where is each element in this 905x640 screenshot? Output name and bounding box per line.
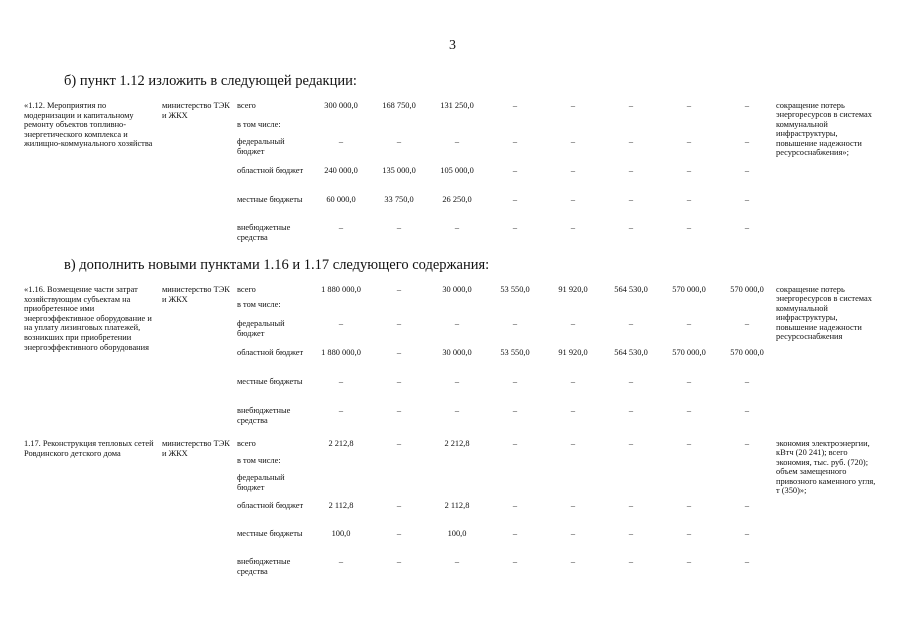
value-cell [602, 456, 660, 473]
item-result: сокращение потерь энергоресурсов в системах коммунальной инфраструктуры, повышение надежности ресурсоснабжения [776, 285, 872, 342]
value-cell: – [744, 195, 750, 204]
value-cell [486, 300, 544, 319]
funding-source: областной бюджет [237, 501, 304, 510]
value-cell: – [628, 557, 634, 566]
value-cell: 33 750,0 [384, 195, 414, 204]
value-cell: – [628, 319, 634, 328]
value-cell: – [744, 529, 750, 538]
value-cell: – [686, 166, 692, 175]
value-cell: – [512, 223, 518, 232]
value-cell: – [338, 557, 344, 566]
value-cell [718, 120, 776, 137]
value-cell: – [628, 223, 634, 232]
value-cell: – [628, 195, 634, 204]
funding-source: в том числе: [237, 456, 281, 465]
value-cell: – [512, 557, 518, 566]
value-cell: – [744, 439, 750, 448]
table-item-1-12 [24, 101, 884, 247]
value-cell: – [512, 319, 518, 328]
value-cell: – [512, 377, 518, 386]
value-cell: 300 000,0 [324, 101, 358, 110]
value-cell [718, 456, 776, 473]
value-cell: 91 920,0 [558, 348, 588, 357]
funding-source: областной бюджет [237, 166, 304, 175]
value-cell: – [628, 166, 634, 175]
value-cell: 91 920,0 [558, 285, 588, 294]
value-cell: – [628, 137, 634, 146]
funding-source: всего [237, 439, 256, 448]
value-cell [370, 473, 428, 501]
value-cell: – [396, 223, 402, 232]
value-cell: 2 212,8 [444, 439, 470, 448]
value-cell: 30 000,0 [442, 348, 472, 357]
funding-source: внебюджетные средства [237, 557, 291, 576]
value-cell: – [396, 439, 402, 448]
value-cell: 30 000,0 [442, 285, 472, 294]
value-cell: 570 000,0 [730, 285, 764, 294]
value-cell [486, 120, 544, 137]
value-cell: 2 112,8 [328, 501, 354, 510]
value-cell: – [396, 319, 402, 328]
value-cell: – [396, 406, 402, 415]
value-cell: – [512, 406, 518, 415]
value-cell: 570 000,0 [672, 285, 706, 294]
value-cell: – [396, 137, 402, 146]
value-cell: 100,0 [331, 529, 351, 538]
value-cell: – [570, 377, 576, 386]
value-cell: – [338, 319, 344, 328]
value-cell: – [338, 377, 344, 386]
value-cell [428, 473, 486, 501]
value-cell [718, 473, 776, 501]
value-cell: – [570, 501, 576, 510]
funding-source: всего [237, 101, 256, 110]
value-cell: – [570, 439, 576, 448]
value-cell: – [686, 529, 692, 538]
value-cell: 570 000,0 [672, 348, 706, 357]
value-cell [544, 300, 602, 319]
value-cell: – [686, 223, 692, 232]
value-cell [602, 120, 660, 137]
value-cell: – [512, 501, 518, 510]
value-cell: – [686, 501, 692, 510]
value-cell [660, 120, 718, 137]
value-cell: – [570, 223, 576, 232]
value-cell: – [512, 195, 518, 204]
value-cell [660, 456, 718, 473]
funding-source: федеральный бюджет [237, 319, 285, 338]
value-cell: – [512, 101, 518, 110]
value-cell: – [744, 223, 750, 232]
value-cell: 2 212,8 [328, 439, 354, 448]
value-cell: – [338, 223, 344, 232]
value-cell: – [628, 439, 634, 448]
value-cell [486, 456, 544, 473]
value-cell: – [454, 557, 460, 566]
funding-source: в том числе: [237, 300, 281, 309]
value-cell: – [570, 406, 576, 415]
value-cell [428, 456, 486, 473]
value-cell: – [570, 319, 576, 328]
value-cell: – [512, 166, 518, 175]
value-cell: 100,0 [447, 529, 467, 538]
item-description: «1.16. Возмещение части затрат хозяйствующим субъектам на приобретенное ими энергоэффективное оборудование и на уплату лизинговых платежей, возникших при приобретении энергоэффективного оборудования [24, 285, 152, 352]
value-cell [428, 120, 486, 137]
value-cell: – [396, 529, 402, 538]
funding-source: местные бюджеты [237, 195, 303, 204]
heading-v: в) дополнить новыми пунктами 1.16 и 1.17 следующего содержания: [64, 257, 490, 273]
value-cell [312, 473, 370, 501]
value-cell: 60 000,0 [326, 195, 356, 204]
table-row [24, 285, 884, 300]
value-cell: – [570, 195, 576, 204]
value-cell: – [744, 557, 750, 566]
value-cell: 26 250,0 [442, 195, 472, 204]
value-cell: – [686, 195, 692, 204]
value-cell: – [454, 137, 460, 146]
value-cell [544, 473, 602, 501]
value-cell [370, 456, 428, 473]
value-cell: 135 000,0 [382, 166, 416, 175]
value-cell [312, 120, 370, 137]
value-cell: – [744, 501, 750, 510]
value-cell [428, 300, 486, 319]
value-cell: 168 750,0 [382, 101, 416, 110]
value-cell: – [570, 166, 576, 175]
value-cell: – [744, 166, 750, 175]
page-number: 3 [449, 38, 456, 53]
value-cell: – [570, 557, 576, 566]
value-cell: – [512, 439, 518, 448]
funding-source: местные бюджеты [237, 377, 303, 386]
value-cell: – [396, 501, 402, 510]
table-items-1-16-1-17 [24, 285, 884, 581]
value-cell: – [396, 348, 402, 357]
value-cell: – [686, 439, 692, 448]
value-cell: – [570, 137, 576, 146]
value-cell: – [744, 137, 750, 146]
value-cell [718, 300, 776, 319]
value-cell: 1 880 000,0 [321, 348, 361, 357]
item-description: «1.12. Мероприятия по модернизации и капитальному ремонту объектов топливно-энергетического комплекса и жилищно-коммунального хозяйства [24, 101, 153, 149]
value-cell: – [396, 377, 402, 386]
value-cell [370, 120, 428, 137]
heading-b: б) пункт 1.12 изложить в следующей редакции: [64, 73, 357, 89]
value-cell [660, 300, 718, 319]
value-cell: 1 880 000,0 [321, 285, 361, 294]
value-cell: – [512, 137, 518, 146]
funding-source: местные бюджеты [237, 529, 303, 538]
value-cell: – [628, 377, 634, 386]
value-cell [370, 300, 428, 319]
value-cell [660, 473, 718, 501]
value-cell: 564 530,0 [614, 348, 648, 357]
funding-source: областной бюджет [237, 348, 304, 357]
value-cell: – [686, 101, 692, 110]
value-cell: – [454, 406, 460, 415]
item-ministry: министерство ТЭК и ЖКХ [162, 285, 230, 304]
value-cell: – [454, 223, 460, 232]
value-cell: 564 530,0 [614, 285, 648, 294]
value-cell: – [570, 101, 576, 110]
value-cell [602, 300, 660, 319]
value-cell: – [744, 101, 750, 110]
value-cell [486, 473, 544, 501]
value-cell: – [686, 319, 692, 328]
value-cell: – [686, 377, 692, 386]
funding-source: всего [237, 285, 256, 294]
funding-source: в том числе: [237, 120, 281, 129]
table-row [24, 439, 884, 456]
value-cell: – [338, 137, 344, 146]
value-cell: – [744, 377, 750, 386]
value-cell: 240 000,0 [324, 166, 358, 175]
value-cell: – [686, 406, 692, 415]
funding-source: федеральный бюджет [237, 473, 285, 492]
value-cell: – [686, 557, 692, 566]
value-cell: – [512, 529, 518, 538]
value-cell: 53 550,0 [500, 348, 530, 357]
funding-source: внебюджетные средства [237, 406, 291, 425]
value-cell: 131 250,0 [440, 101, 474, 110]
value-cell: – [628, 529, 634, 538]
item-ministry: министерство ТЭК и ЖКХ [162, 439, 230, 458]
value-cell: 105 000,0 [440, 166, 474, 175]
value-cell: – [338, 406, 344, 415]
value-cell: – [570, 529, 576, 538]
value-cell: – [628, 101, 634, 110]
item-result: экономия электроэнергии, кВтч (20 241); всего экономия, тыс. руб. (720); объем замещенного привозного каменного угля, т (350)»; [776, 439, 876, 496]
value-cell: – [396, 557, 402, 566]
item-description: 1.17. Реконструкция тепловых сетей Ровдинского детского дома [24, 439, 154, 458]
value-cell: – [686, 137, 692, 146]
value-cell [312, 300, 370, 319]
value-cell: – [628, 406, 634, 415]
value-cell [544, 120, 602, 137]
value-cell: – [454, 377, 460, 386]
value-cell: 570 000,0 [730, 348, 764, 357]
value-cell [312, 456, 370, 473]
item-result: сокращение потерь энергоресурсов в системах коммунальной инфраструктуры, повышение надежности ресурсоснабжения»; [776, 101, 872, 158]
value-cell: – [454, 319, 460, 328]
funding-source: федеральный бюджет [237, 137, 285, 156]
value-cell: – [396, 285, 402, 294]
table-row [24, 101, 884, 120]
value-cell: 2 112,8 [444, 501, 470, 510]
value-cell: 53 550,0 [500, 285, 530, 294]
value-cell [602, 473, 660, 501]
value-cell: – [744, 406, 750, 415]
value-cell [544, 456, 602, 473]
value-cell: – [628, 501, 634, 510]
funding-source: внебюджетные средства [237, 223, 291, 242]
value-cell: – [744, 319, 750, 328]
item-ministry: министерство ТЭК и ЖКХ [162, 101, 230, 120]
